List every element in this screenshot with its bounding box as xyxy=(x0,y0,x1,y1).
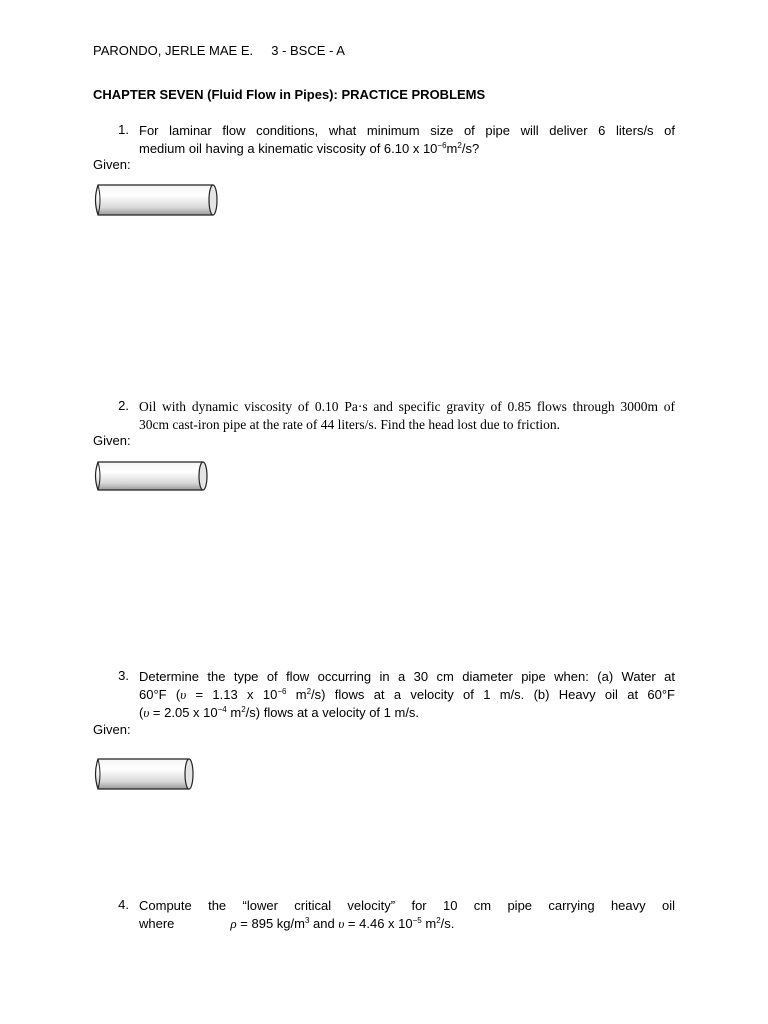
pipe-icon xyxy=(92,757,196,791)
problem-1-line-1: For laminar flow conditions, what minimum size of pipe will deliver 6 liters/s of xyxy=(139,123,675,138)
problem-4-number: 4. xyxy=(118,897,129,912)
pipe-icon xyxy=(92,460,210,492)
problem-3-line-3: (υ = 2.05 x $10^{-4}$ $m^2/s$) flows at a velocity of 1 m/s. xyxy=(139,705,420,720)
problem-1-text xyxy=(139,122,675,158)
problem-4-line-1: Compute the “lower critical velocity” for 10 cm pipe carrying heavy oil xyxy=(139,898,675,913)
problem-4-text xyxy=(139,897,675,933)
problem-2-text xyxy=(139,398,675,434)
problem-3-given-label: Given: xyxy=(93,722,131,737)
problem-2-number: 2. xyxy=(118,398,129,413)
student-name: PARONDO, JERLE MAE E. xyxy=(93,43,254,58)
problem-2-line-2: 30cm cast-iron pipe at the rate of 44 liters/s. Find the head lost due to friction. xyxy=(139,417,561,432)
chapter-title: CHAPTER SEVEN (Fluid Flow in Pipes): PRACTICE PROBLEMS xyxy=(93,87,486,102)
student-section: 3 - BSCE - A xyxy=(271,43,345,58)
problem-2-given-label: Given: xyxy=(93,433,131,448)
problem-3-line-2: 60°F (υ = 1.13 x $10^{-6}$ $m^2/s$) flows at a velocity of 1 m/s. (b) Heavy oil at 60°F xyxy=(139,687,675,702)
problem-3-line-1: Determine the type of flow occurring in a 30 cm diameter pipe when: (a) Water at xyxy=(139,669,675,684)
problem-4-line-2: where ρ = 895 $kg/m^3$ and υ = 4.46 x $10^{-5}$ $m^2/s$. xyxy=(139,916,455,931)
problem-1-line-2: medium oil having a kinematic viscosity of 6.10 x $10^{-6}m^2/s$? xyxy=(139,141,480,156)
problem-3-number: 3. xyxy=(118,668,129,683)
problem-1-given-label: Given: xyxy=(93,157,131,172)
student-header xyxy=(93,43,345,58)
pipe-icon xyxy=(92,183,220,217)
problem-3-text xyxy=(139,668,675,722)
problem-1-number: 1. xyxy=(118,122,129,137)
problem-2-line-1: Oil with dynamic viscosity of 0.10 Pa·s and specific gravity of 0.85 flows through 3000m of xyxy=(139,399,675,414)
